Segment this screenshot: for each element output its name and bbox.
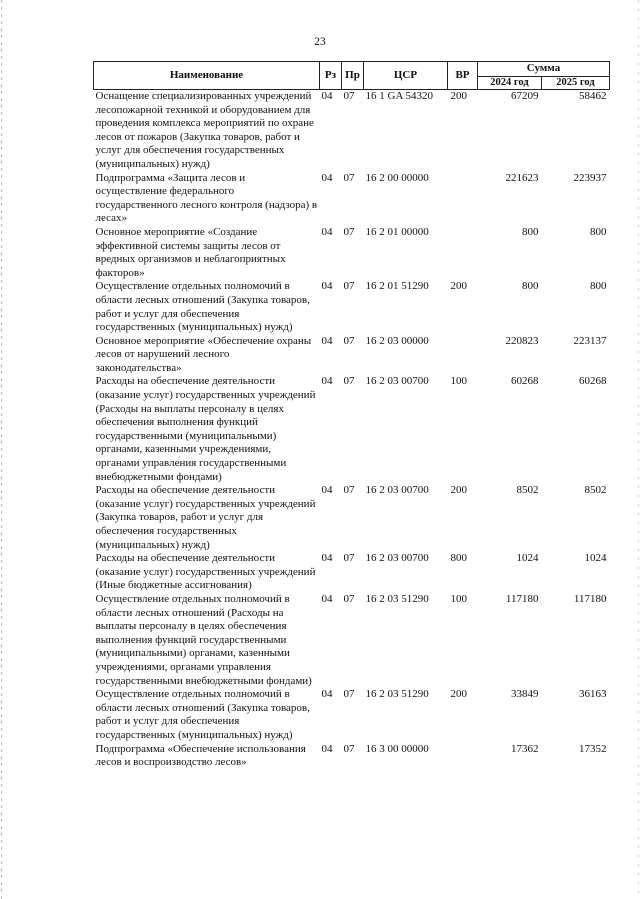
- table-row: [94, 484, 610, 552]
- row-rz: 04: [321, 592, 333, 605]
- row-sum-2025: 58462: [579, 90, 607, 102]
- header-vr: ВР: [448, 62, 478, 90]
- row-sum-2024: 1024: [516, 552, 539, 565]
- row-pr: 07: [343, 90, 355, 102]
- row-vr: 200: [450, 688, 467, 701]
- row-vr: [448, 335, 478, 376]
- row-name: Осуществление отдельных полномочий в области лесных отношений (Расходы на выплаты персоналу в целях обеспечения выполнения функций государственными (муниципальными) органами, казенными учреждениями, органами управления государственными внебюджетными фондами): [95, 592, 312, 687]
- table-row: [94, 552, 610, 593]
- table-row: [94, 335, 610, 376]
- row-sum-2024: 17362: [511, 742, 539, 755]
- row-sum-2025: 8502: [584, 484, 607, 497]
- table-row: [94, 688, 610, 742]
- header-csr: ЦСР: [364, 62, 448, 90]
- row-vr: [448, 226, 478, 280]
- row-rz: 04: [321, 225, 333, 238]
- row-rz: 04: [321, 171, 333, 184]
- row-csr: 16 2 03 00000: [365, 334, 429, 347]
- row-sum-2024: 220823: [505, 334, 539, 347]
- row-csr: 16 2 01 51290: [365, 280, 429, 293]
- row-vr: 200: [450, 90, 467, 102]
- row-sum-2025: 17352: [579, 742, 607, 755]
- row-pr: 07: [343, 225, 355, 238]
- row-pr: 07: [343, 171, 355, 184]
- row-sum-2025: 1024: [584, 552, 607, 565]
- row-name: Основное мероприятие «Создание эффективной системы защиты лесов от вредных организмов и неблагоприятных факторов»: [95, 225, 286, 279]
- row-sum-2024: 117180: [505, 592, 539, 605]
- row-name: Осуществление отдельных полномочий в области лесных отношений (Закупка товаров, работ и услуг для обеспечения государственных (муниципальных) нужд): [95, 688, 310, 741]
- row-pr: 07: [343, 742, 355, 755]
- row-pr: 07: [343, 552, 355, 565]
- row-sum-2024: 221623: [505, 171, 539, 184]
- row-name: Подпрограмма «Обеспечение использования лесов и воспроизводство лесов»: [95, 742, 306, 769]
- row-sum-2025: 800: [590, 280, 607, 293]
- row-vr: 200: [450, 280, 467, 293]
- row-name: Подпрограмма «Защита лесов и осуществление федерального государственного лесного контроля (надзора) в лесах»: [95, 171, 318, 225]
- row-pr: 07: [343, 334, 355, 347]
- row-name: Расходы на обеспечение деятельности (оказание услуг) государственных учреждений (Закупка товаров, работ и услуг для обеспечения государственных (муниципальных) нужд): [95, 484, 316, 551]
- row-name: Расходы на обеспечение деятельности (оказание услуг) государственных учреждений (Расходы на выплаты персоналу в целях обеспечения выполнения функций государственными (муниципальными) органами, казенными учреждениями, органами управления государственными внебюджетными фондами): [95, 375, 316, 483]
- budget-table: [93, 61, 610, 770]
- row-sum-2025: 117180: [573, 592, 607, 605]
- header-pr: Пр: [342, 62, 364, 90]
- row-sum-2024: 60268: [511, 375, 539, 388]
- row-sum-2025: 800: [590, 225, 607, 238]
- row-sum-2025: 60268: [579, 375, 607, 388]
- row-sum-2024: 8502: [516, 484, 539, 497]
- table-row: [94, 375, 610, 484]
- row-sum-2024: 800: [522, 225, 539, 238]
- row-sum-2024: 67209: [511, 90, 539, 102]
- table-row: [94, 280, 610, 334]
- row-pr: 07: [343, 280, 355, 293]
- row-name: Оснащение специализированных учреждений лесопожарной техникой и оборудованием для проведения комплекса мероприятий по охране лесов от пожаров (Закупка товаров, работ и услуг для обеспечения государственных (муниципальных) нужд): [95, 90, 314, 170]
- row-vr: [448, 172, 478, 226]
- header-year-2024: 2024 год: [478, 77, 542, 90]
- row-sum-2025: 36163: [579, 688, 607, 701]
- row-csr: 16 2 03 00700: [365, 484, 429, 497]
- row-name: Основное мероприятие «Обеспечение охраны лесов от нарушений лесного законодательства»: [95, 334, 312, 374]
- row-csr: 16 2 03 51290: [365, 688, 429, 701]
- table-body: [94, 90, 610, 770]
- row-rz: 04: [321, 552, 333, 565]
- row-vr: [448, 743, 478, 770]
- table-row: [94, 743, 610, 770]
- header-name: Наименование: [94, 62, 320, 90]
- table-row: [94, 593, 610, 688]
- row-vr: 200: [450, 484, 467, 497]
- row-pr: 07: [343, 484, 355, 497]
- scan-left-edge: [1, 0, 2, 899]
- header-sum: Сумма: [478, 62, 610, 77]
- row-csr: 16 1 GA 54320: [365, 90, 434, 102]
- table-row: [94, 226, 610, 280]
- row-sum-2024: 800: [522, 280, 539, 293]
- header-year-2025: 2025 год: [542, 77, 610, 90]
- row-vr: 800: [450, 552, 467, 565]
- table-row: [94, 90, 610, 172]
- row-rz: 04: [321, 688, 333, 701]
- row-rz: 04: [321, 90, 333, 102]
- row-csr: 16 3 00 00000: [365, 742, 429, 755]
- row-pr: 07: [343, 592, 355, 605]
- page-number: 23: [314, 36, 326, 48]
- row-rz: 04: [321, 375, 333, 388]
- row-vr: 100: [450, 592, 467, 605]
- row-sum-2025: 223937: [573, 171, 607, 184]
- row-csr: 16 2 01 00000: [365, 225, 429, 238]
- table-header: [94, 62, 610, 90]
- row-rz: 04: [321, 334, 333, 347]
- row-rz: 04: [321, 484, 333, 497]
- row-sum-2024: 33849: [511, 688, 539, 701]
- table-row: [94, 172, 610, 226]
- row-rz: 04: [321, 280, 333, 293]
- row-csr: 16 2 03 00700: [365, 375, 429, 388]
- row-pr: 07: [343, 375, 355, 388]
- row-rz: 04: [321, 742, 333, 755]
- row-pr: 07: [343, 688, 355, 701]
- header-rz: Рз: [320, 62, 342, 90]
- scan-right-edge: [638, 0, 639, 899]
- row-csr: 16 2 03 00700: [365, 552, 429, 565]
- row-name: Осуществление отдельных полномочий в области лесных отношений (Закупка товаров, работ и услуг для обеспечения государственных (муниципальных) нужд): [95, 280, 310, 334]
- row-name: Расходы на обеспечение деятельности (оказание услуг) государственных учреждений (Иные бюджетные ассигнования): [95, 552, 316, 592]
- row-csr: 16 2 00 00000: [365, 171, 429, 184]
- row-csr: 16 2 03 51290: [365, 592, 429, 605]
- row-sum-2025: 223137: [573, 334, 607, 347]
- row-vr: 100: [450, 375, 467, 388]
